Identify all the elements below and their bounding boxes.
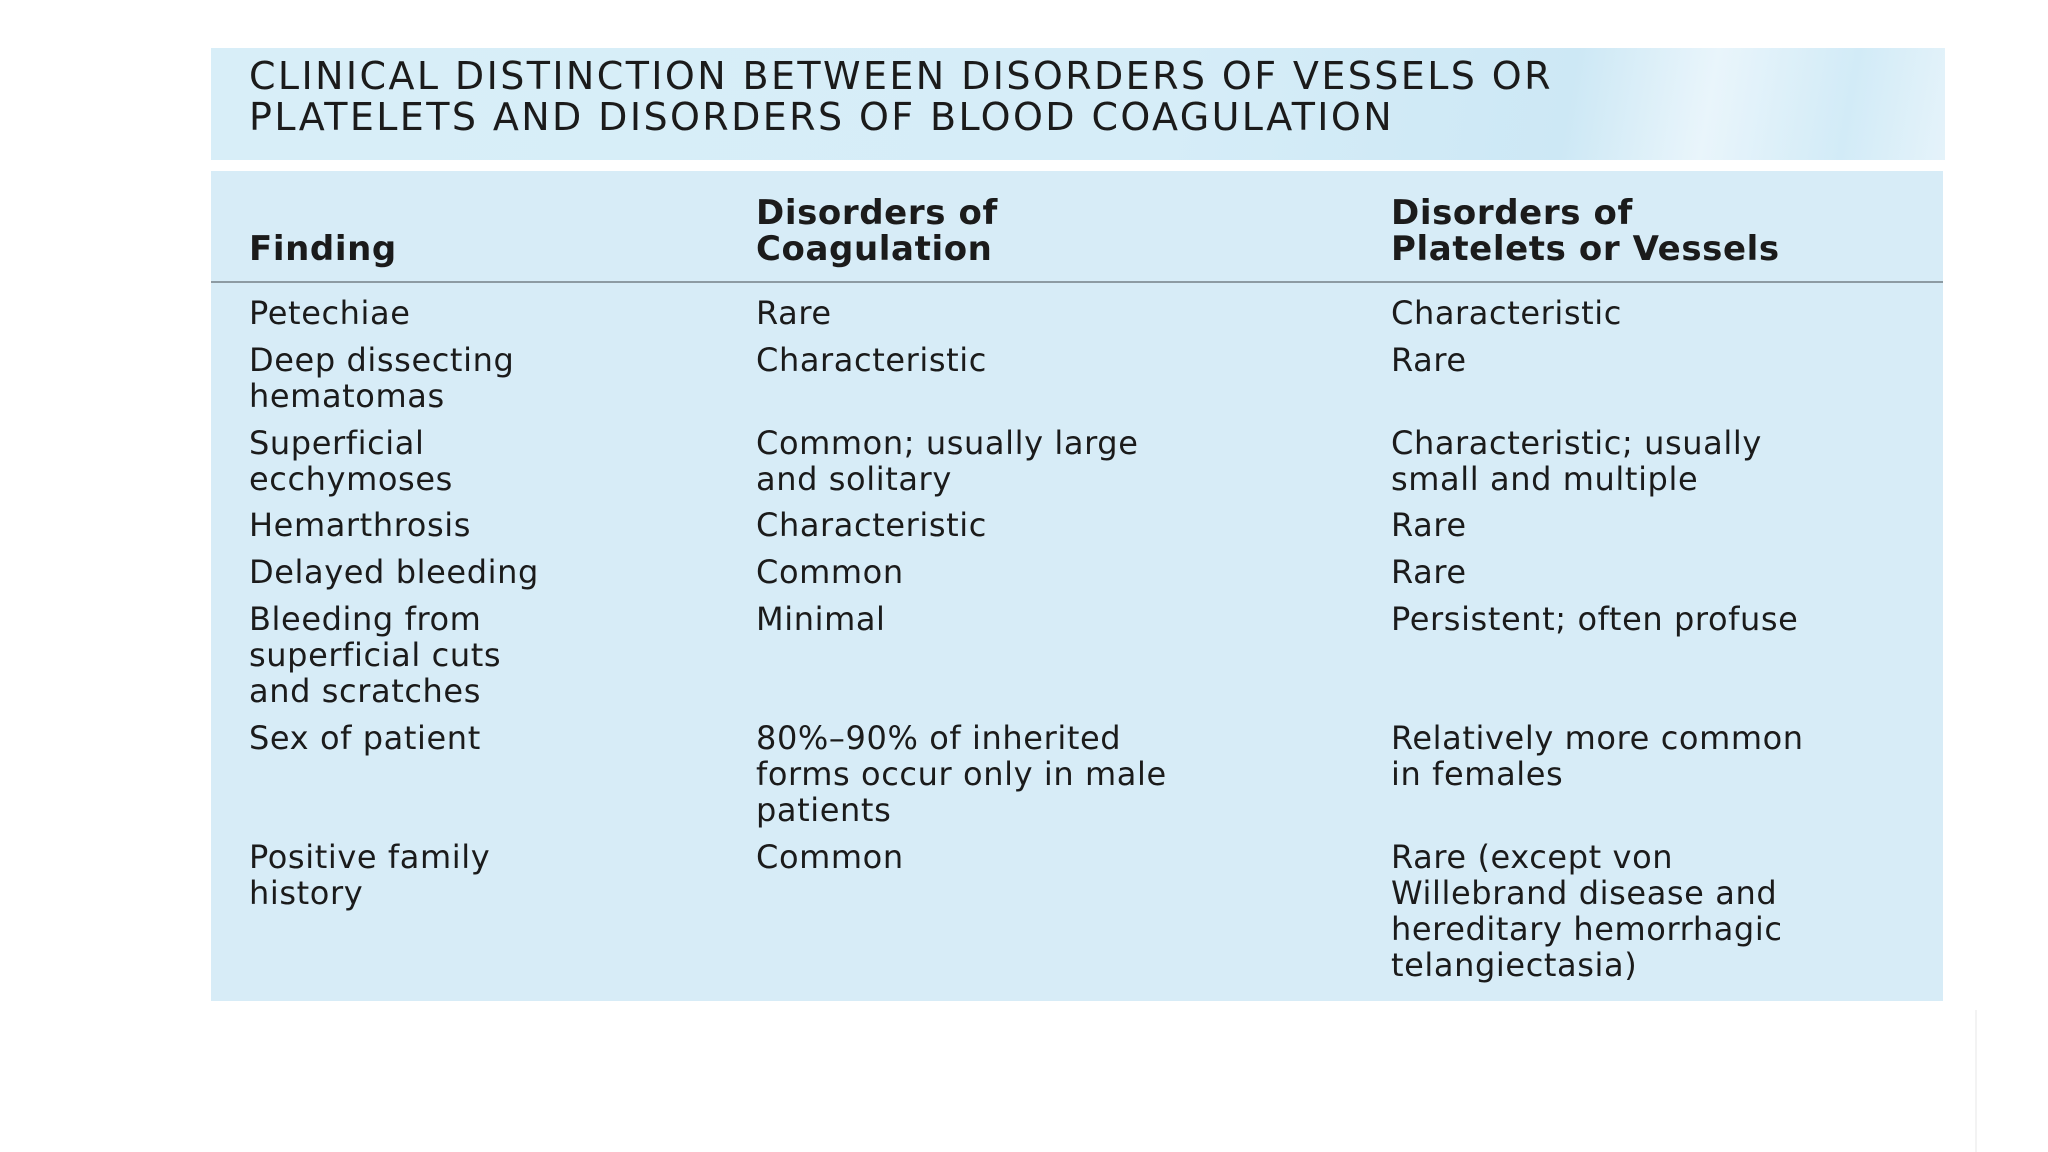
cell-platelets-vessels: Rare bbox=[1391, 553, 1467, 591]
table-row bbox=[211, 839, 1943, 989]
cell-coagulation: Common bbox=[756, 553, 904, 591]
table-row bbox=[211, 507, 1943, 554]
cell-platelets-vessels: Relatively more common in females bbox=[1391, 719, 1804, 793]
table-body bbox=[211, 295, 1943, 989]
cell-coagulation: Minimal bbox=[756, 600, 886, 638]
cell-finding: Bleeding from superficial cuts and scratches bbox=[249, 600, 502, 710]
divider bbox=[1975, 1010, 1977, 1152]
table-row bbox=[211, 554, 1943, 601]
comparison-table bbox=[211, 171, 1943, 1001]
cell-coagulation: Characteristic bbox=[756, 341, 987, 379]
cell-platelets-vessels: Persistent; often profuse bbox=[1391, 600, 1799, 638]
table-row bbox=[211, 720, 1943, 839]
cell-finding: Hemarthrosis bbox=[249, 506, 471, 544]
cell-platelets-vessels: Rare bbox=[1391, 506, 1467, 544]
cell-coagulation: Common bbox=[756, 838, 904, 876]
cell-coagulation: 80%–90% of inherited forms occur only in male patients bbox=[756, 719, 1167, 829]
table-title-line-1: CLINICAL DISTINCTION BETWEEN DISORDERS OF VESSELS OR bbox=[249, 54, 1553, 98]
header-coagulation: Disorders of Coagulation bbox=[756, 193, 998, 269]
table-title-line-2: PLATELETS AND DISORDERS OF BLOOD COAGULATION bbox=[249, 95, 1395, 139]
cell-finding: Deep dissecting hematomas bbox=[249, 341, 515, 415]
cell-coagulation: Rare bbox=[756, 294, 832, 332]
cell-finding: Superficial ecchymoses bbox=[249, 424, 453, 498]
cell-coagulation: Common; usually large and solitary bbox=[756, 424, 1139, 498]
cell-platelets-vessels: Rare (except von Willebrand disease and hereditary hemorrhagic telangiectasia) bbox=[1391, 838, 1783, 984]
cell-finding: Sex of patient bbox=[249, 719, 481, 757]
cell-finding: Petechiae bbox=[249, 294, 411, 332]
table-row bbox=[211, 425, 1943, 507]
cell-platelets-vessels: Characteristic; usually small and multiple bbox=[1391, 424, 1762, 498]
cell-coagulation: Characteristic bbox=[756, 506, 987, 544]
table-title-banner bbox=[211, 48, 1945, 160]
cell-platelets-vessels: Characteristic bbox=[1391, 294, 1622, 332]
table-row bbox=[211, 342, 1943, 425]
table-header-row bbox=[211, 171, 1943, 283]
header-finding: Finding bbox=[249, 229, 397, 269]
cell-platelets-vessels: Rare bbox=[1391, 341, 1467, 379]
cell-finding: Delayed bleeding bbox=[249, 553, 539, 591]
header-platelets-vessels: Disorders of Platelets or Vessels bbox=[1391, 193, 1780, 269]
table-row bbox=[211, 601, 1943, 720]
table-row bbox=[211, 295, 1943, 342]
cell-finding: Positive family history bbox=[249, 838, 491, 912]
